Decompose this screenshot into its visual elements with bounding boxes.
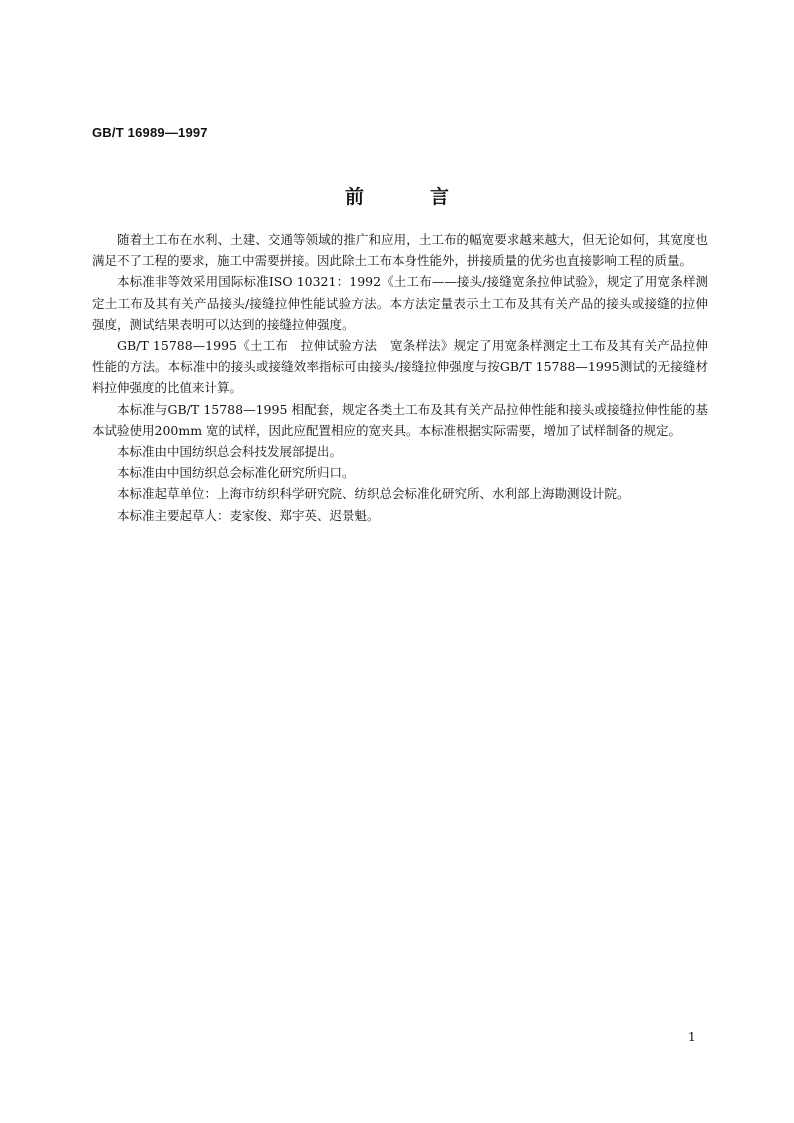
section-title: 前言	[344, 186, 515, 208]
paragraph-drafters: 本标准主要起草人：麦家俊、郑宇英、迟景魁。	[117, 507, 380, 523]
paragraph-specimen-width: 本标准与GB/T 15788—1995 相配套，规定各类土工布及其有关产品拉伸性能和接头或接缝拉伸性能的基本试验使用200mm 宽的试样，因此应配置相应的宽夹具。本标准根据实际需要，增加了试样制备的规定。	[92, 401, 708, 438]
paragraph-background: 随着土工布在水利、土建、交通等领域的推广和应用，土工布的幅宽要求越来越大，但无论如何，其宽度也满足不了工程的要求，施工中需要拼接。因此除土工布本身性能外，拼接质量的优劣也直接影响工程的质量。	[92, 232, 708, 269]
foreword-body	[92, 229, 708, 526]
page-number: 1	[688, 1030, 696, 1044]
paragraph-proposer: 本标准由中国纺织总会科技发展部提出。	[117, 444, 343, 460]
standard-code: GB/T 16989—1997	[92, 125, 208, 140]
paragraph-related-standard: GB/T 15788—1995《土工布 拉伸试验方法 宽条样法》规定了用宽条样测定土工布及其有关产品拉伸性能的方法。本标准中的接头或接缝效率指标可由接头/接缝拉伸强度与按GB/T 15788—1995测试的无接缝材料拉伸强度的比值来计算。	[92, 338, 708, 396]
paragraph-iso-basis: 本标准非等效采用国际标准ISO 10321：1992《土工布——接头/接缝宽条拉伸试验》，规定了用宽条样测定土工布及其有关产品接头/接缝拉伸性能试验方法。本方法定量表示土工布及其有关产品的接头或接缝的拉伸强度，测试结果表明可以达到的接缝拉伸强度。	[92, 274, 708, 332]
paragraph-drafting-units: 本标准起草单位：上海市纺织科学研究院、纺织总会标准化研究所、水利部上海勘测设计院。	[117, 486, 630, 502]
paragraph-administrator: 本标准由中国纺织总会标准化研究所归口。	[117, 465, 355, 481]
